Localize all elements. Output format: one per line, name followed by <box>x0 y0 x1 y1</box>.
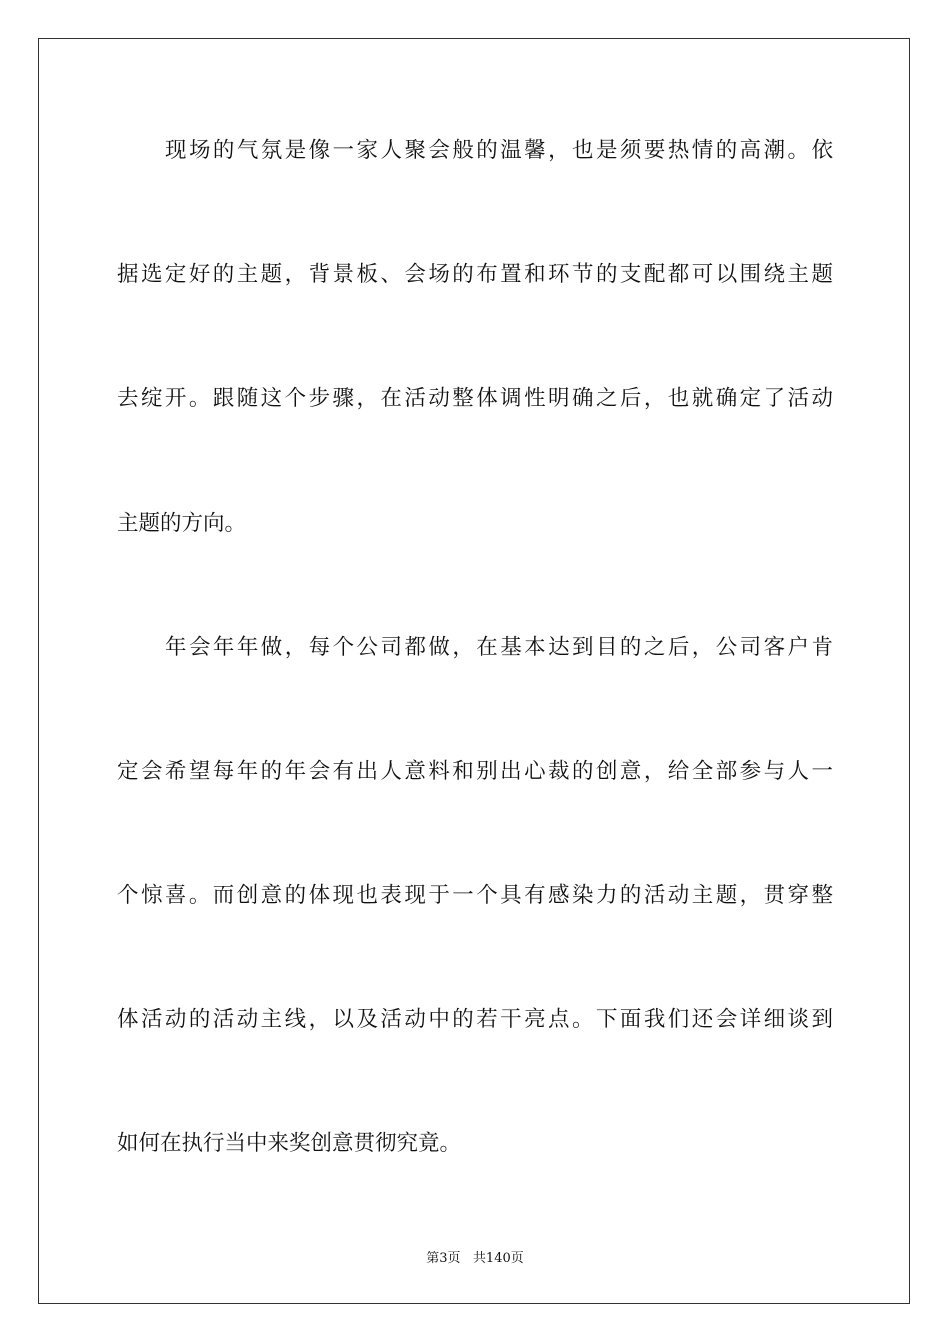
text-line: 据选定好的主题，背景板、会场的布置和环节的支配都可以围绕主题 <box>117 262 833 287</box>
text-line: 年会年年做，每个公司都做，在基本达到目的之后，公司客户肯 <box>165 635 833 660</box>
text-line: 主题的方向。 <box>117 511 247 536</box>
page-number: 第3页 <box>426 1251 461 1266</box>
page-frame <box>38 38 910 1304</box>
text-line: 现场的气氛是像一家人聚会般的温馨，也是须要热情的高潮。依 <box>165 138 833 163</box>
text-line: 如何在执行当中来奖创意贯彻究竟。 <box>117 1131 462 1156</box>
text-line: 去绽开。跟随这个步骤，在活动整体调性明确之后，也就确定了活动 <box>117 386 833 411</box>
text-line: 定会希望每年的年会有出人意料和别出心裁的创意，给全部参与人一 <box>117 759 833 784</box>
text-line: 体活动的活动主线，以及活动中的若干亮点。下面我们还会详细谈到 <box>117 1007 833 1032</box>
text-line: 个惊喜。而创意的体现也表现于一个具有感染力的活动主题，贯穿整 <box>117 883 833 908</box>
page-total: 共140页 <box>472 1251 524 1266</box>
page-footer <box>0 1247 950 1266</box>
